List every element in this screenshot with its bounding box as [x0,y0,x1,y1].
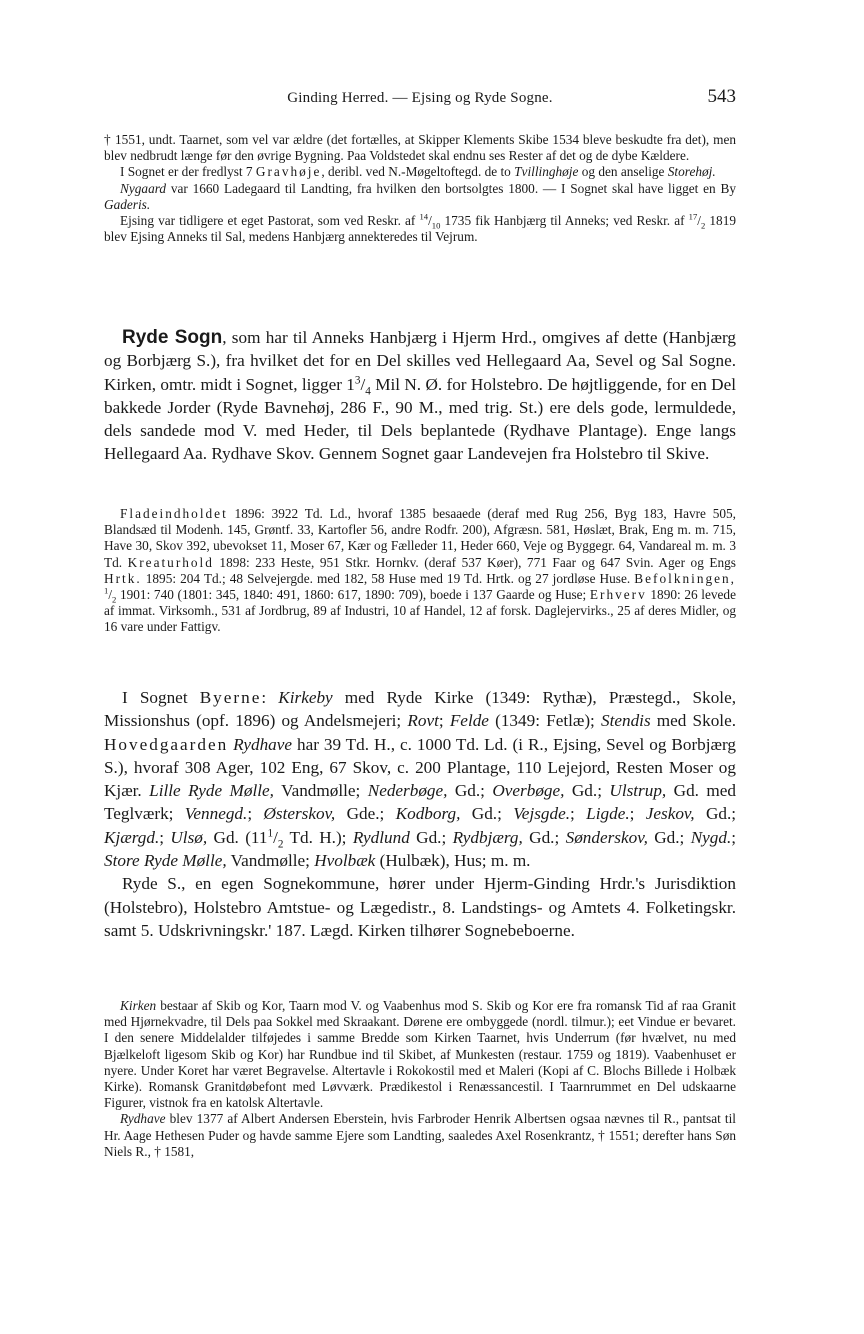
text: 1735 fik Hanbjærg til Anneks; ved Reskr. af [440,213,689,229]
text: , deribl. ved N.-Møgeltoftegd. de to [321,164,515,180]
text: 1895: 204 Td.; 48 Selvejergde. med 182, 58 Huse med 19 Td. Hrtk. og 27 jordløse Huse. [141,570,635,586]
place-name: Jeskov, [645,804,695,824]
text: ; [247,804,264,824]
page-header [104,86,736,114]
text: og den anselige [578,164,668,180]
text: Gde.; [335,804,396,824]
text: 1819 blev Ejsing Anneks til Sal, medens Hanbjærg annekteredes til Vejrum. [104,213,736,245]
place-name: Gaderis. [104,196,151,212]
spaced-term: Befolkningen, [634,570,736,586]
text: , som har til Anneks Hanbjærg i Hjerm Hrd., omgives af dette (Hanbjærg og Borbjærg S.), fra hvilket det for en Del skilles ved Hellegaard Aa, Sevel og Sal Sogne. Kirken, omtr. midt i Sognet, ligger 1 [104,328,736,394]
place-name: Nederbøge, [367,781,448,801]
section-heading: Ryde Sogn [122,327,223,348]
text: har 39 Td. H., c. 1000 Td. Ld. (i R., Ejsing, Sevel og Borbjærg S.), hvoraf 308 Ager, 102 Eng, 67 Skov, c. 200 Plantage, 110 Lejejord, Resten Moser og Kjær. [104,734,737,801]
paragraph-kirken [104,998,736,1111]
place-name: Sønderskov, [565,827,648,847]
text: Gd.; [522,827,566,847]
place-name: Lille Ryde Mølle, [149,781,274,801]
text: : [261,688,279,707]
place-name: Nygaard [120,180,167,196]
text: Ryde S., en egen Sognekommune, hører under Hjerm-Ginding Hrdr.'s Jurisdiktion (Holstebro), Holstebro Amtstue- og Lægedistr., 8. Landstings- og Amtets 4. Folketingskr. samt 5. Udskrivningskr.' 187. Lægd. Kirken tilhører Sognebeboerne. [104,874,736,940]
place-name: Overbøge, [492,781,565,801]
text: Gd.; [694,804,737,824]
text: med Skole. [650,711,737,731]
place-name: Ulstrup, [609,781,667,801]
place-name: Storehøj. [667,164,716,180]
spaced-term: Kreaturhold [127,554,214,570]
spaced-term: Fladeindholdet [120,506,228,521]
text: ; [629,804,646,824]
text: blev 1377 af Albert Andersen Eberstein, hvis Farbroder Henrik Albertsen ogsaa nævnes til R., pantsat til Hr. Aage Hethesen Puder og havde samme Ejere som Landting, saaledes Axel Rosenkrantz, † 1551; derefter hans Søn Niels R., † 1581, [104,1111,736,1159]
text: Mil N. Ø. for Holstebro. De højtliggende, for en Del bakkede Jorder (Ryde Bavnehøj, 286 F., 90 M., med trig. St.) ere dels gode, lermuldede, dels sandede mod V. med Heder, til Dels beplantede (Rydhave Plantage). Enge langs Hellegaard Aa. Rydhave Skov. Gennem Sognet gaar Landevejen fra Holstebro til Skive. [104,374,736,464]
paragraph-pastorat: Ejsing var tidligere et eget Pastorat, som ved Reskr. af $^{14}/_{10}$ 1735 fik Hanbjærg til Anneks; ved Reskr. af $^{17}/_2$ 1819 blev Ejsing Anneks til Sal, medens Hanbjærg annekteredes til Vejrum. [104,211,736,245]
place-name: Kirken [120,998,157,1013]
text: Vandmølle; [273,781,368,801]
text: Gd.; [564,781,610,801]
text: 1890: 26 levede af immat. Virksomh., 531 af Jordbrug, 89 af Industri, 10 af Handel, 12 af forsk. Daglejervirks., 25 af deres Midler, og 16 vare under Fattigv. [104,587,736,635]
paragraph-ryde-intro: Ryde Sogn, som har til Anneks Hanbjærg i Hjerm Hrd., omgives af dette (Hanbjærg og Borbjærg S.), fra hvilket det for en Del skilles ved Hellegaard Aa, Sevel og Sal Sogne. Kirken, omtr. midt i Sognet, ligger $1^3/_4$ Mil N. Ø. for Holstebro. De højtliggende, for en Del bakkede Jorder (Ryde Bavnehøj, 286 F., 90 M., med trig. St.) ere dels gode, lermuldede, dels sandede mod V. med Heder, til Dels beplantede (Rydhave Plantage). Enge langs Hellegaard Aa. Rydhave Skov. Gennem Sognet gaar Landevejen fra Holstebro til Skive. [104,327,736,464]
fraction-denominator: 4 [365,385,371,398]
place-name: Ligde. [586,804,630,824]
place-name: Kodborg, [395,804,461,824]
paragraph-kommune [104,872,736,942]
place-name: Rydbjærg, [452,827,523,847]
text: Vandmølle; [226,851,315,871]
paragraph-statistics: Fladeindholdet 1896: 3922 Td. Ld., hvoraf 1385 besaaede (deraf med Rug 256, Byg 183, Havre 505, Blandsæd til Modenh. 145, Grøntf. 33, Kartofler 56, andre Rodfr. 200), Afgræsn. 581, Høslæt, Brak, Eng m. m. 715, Have 30, Skov 392, ubevokset 11, Moser 67, Kær og Fælleder 11, Heder 660, Veje og Byggegr. 64, Vandareal m. m. 3 Td. Kreaturhold 1898: 233 Heste, 951 Stkr. Hornkv. (deraf 537 Køer), 771 Faar og 647 Svin. Ager og Engs Hrtk. 1895: 204 Td.; 48 Selvejergde. med 182, 58 Huse med 19 Td. Hrtk. og 27 jordløse Huse. Befolkningen, $^1/_2$ 1901: 740 (1801: 345, 1840: 491, 1860: 617, 1890: 709), boede i 137 Gaarde og Huse; Erhverv 1890: 26 levede af immat. Virksomh., 531 af Jordbrug, 89 af Industri, 10 af Handel, 12 af forsk. Daglejervirks., 25 af deres Midler, og 16 vare under Fattigv. [104,506,736,635]
place-name: Store Ryde Mølle, [104,851,227,871]
text: (Hulbæk), Hus; m. m. [375,851,531,871]
text: Gd. med Teglværk; [104,781,736,824]
ryde-places [104,686,736,942]
text: ; [159,827,171,847]
text: ; [570,804,587,824]
place-name: Stendis [601,711,651,731]
place-name: Hvolbæk [314,851,376,871]
text: Gd.; [447,781,493,801]
fraction-numerator: 17 [688,211,698,222]
ryde-intro [104,326,736,466]
place-name: Kirkeby [278,688,333,707]
fraction-numerator: 1 [267,827,274,840]
ryde-statistics [104,506,736,636]
fraction-numerator: 3 [354,373,361,386]
text: med Ryde Kirke (1349: Rythæ), Præstegd., Skole, Missionshus (opf. 1896) og Andelsmejeri; [104,688,737,731]
ejsing-notes [104,132,736,245]
text: I Sognet [122,688,200,707]
spaced-term: Erhverv [589,587,647,603]
paragraph-castle [104,132,736,164]
place-name: Rydhave [120,1111,166,1127]
paragraph-nygaard [104,181,736,213]
text: Gd.; [460,804,514,824]
ryde-church-notes [104,998,736,1160]
spaced-term: Gravhøje [255,164,322,180]
text: var 1660 Ladegaard til Landting, fra hvilken den bortsolgtes 1800. — I Sognet skal have ligget en By [166,180,736,196]
paragraph-rydhave [104,1111,736,1160]
text: 1896: 3922 Td. Ld., hvoraf 1385 besaaede (deraf med Rug 256, Byg 183, Havre 505, Blandsæd til Modenh. 145, Grøntf. 33, Kartofler 56, andre Rodfr. 200), Afgræsn. 581, Høslæt, Brak, Eng m. m. 715, Have 30, Skov 392, ubevokset 11, Moser 67, Kær og Fælleder 11, Heder 660, Veje og Byggegr. 64, Vandareal m. m. 3 Td. [104,506,736,570]
paragraph-gravhoje [104,164,736,180]
place-name: Nygd. [690,827,732,847]
place-name: Felde [449,711,489,731]
place-name: Østerskov, [263,804,336,824]
running-title: Ginding Herred. — Ejsing og Ryde Sogne. [287,90,553,106]
place-name: Rovt [407,711,439,731]
text: ; [731,827,737,847]
text: ; [438,711,450,731]
text: 1898: 233 Heste, 951 Stkr. Hornkv. (deraf 537 Køer), 771 Faar og 647 Svin. Ager og Engs [213,554,736,570]
text: I Sognet er der fredlyst 7 [120,164,256,180]
place-name: Kjærgd. [104,827,160,847]
fraction-denominator: 2 [277,838,284,851]
spaced-term: Hovedgaarden [104,734,229,754]
place-name: Rydlund [352,827,410,847]
text: (1349: Fetlæ); [488,711,601,731]
place-name: Vennegd. [184,804,248,824]
place-name: Vejsgde. [513,804,571,824]
fraction-denominator: 2 [700,220,706,231]
text: † 1551, undt. Taarnet, som vel var ældre (det fortælles, at Skipper Klements Skibe 1534 bleve beskudte fra det), men blev nedbrudt længe før den øvrige Bygning. Paa Voldstedet skal endnu ses Rester af det og de dybe Kældere. [104,132,736,164]
spaced-term: Hrtk. [104,570,142,586]
fraction-numerator: 14 [419,211,429,222]
fraction-numerator: 1 [104,585,109,596]
text: bestaar af Skib og Kor, Taarn mod V. og Vaabenhus mod S. Skib og Kor ere fra romansk Tid af raa Granit med Hjørnekvadre, til Dels paa Sokkel med Skraakant. Dørene ere ombyggede (nordl. tilmur.); eet Vindue er bevaret. I den senere Middelalder tilføjedes i samme Bredde som Kirken Taarnet, hvis Underrum (før hvælvet, nu med Bjælkeloft ligesom Skib og Kor) har Rundbue ind til Skibet, af Munkesten (restaur. 1759 og 1819). Vaabenhuset er nyere. Under Koret har været Begravelse. Altertavle i Rokokostil med et Maleri (Kopi af C. Blochs Billede i Holbæk Kirke). Romansk Granitdøbefont med Løvværk. Prædikestol i Renæssancestil. I Taarnrummet en Del udskaarne Figurer, vistnok fra en katolsk Altertavle. [104,998,736,1111]
text: Td. H.); [283,827,353,847]
spaced-term: Byerne [199,688,262,707]
place-name: Tvillinghøje [514,164,579,180]
page-number: 543 [707,86,736,107]
place-name: Ulsø, [170,827,208,847]
place-name: Rydhave [233,734,293,754]
fraction-denominator: 10 [431,220,441,231]
text: Gd.; [647,827,691,847]
fraction-denominator: 2 [112,594,117,605]
text: Gd. (11 [207,827,268,847]
text: Ejsing var tidligere et eget Pastorat, som ved Reskr. af [120,213,420,229]
paragraph-byerne: I Sognet Byerne: Kirkeby med Ryde Kirke (1349: Rythæ), Præstegd., Skole, Missionshus (opf. 1896) og Andelsmejeri; Rovt; Felde (1349: Fetlæ); Stendis med Skole. Hovedgaarden Rydhave har 39 Td. H., c. 1000 Td. Ld. (i R., Ejsing, Sevel og Borbjærg S.), hvoraf 308 Ager, 102 Eng, 67 Skov, c. 200 Plantage, 110 Lejejord, Resten Moser og Kjær. Lille Ryde Mølle, Vandmølle; Nederbøge, Gd.; Overbøge, Gd.; Ulstrup, Gd. med Teglværk; Vennegd.; Østerskov, Gde.; Kodborg, Gd.; Vejsgde.; Ligde.; Jeskov, Gd.; Kjærgd.; Ulsø, Gd. ($11^1/_2$ Td. H.); Rydlund Gd.; Rydbjærg, Gd.; Sønderskov, Gd.; Nygd.; Store Ryde Mølle, Vandmølle; Hvolbæk (Hulbæk), Hus; m. m. [104,688,737,871]
text: Gd.; [409,827,453,847]
text: 1901: 740 (1801: 345, 1840: 491, 1860: 617, 1890: 709), boede i 137 Gaarde og Huse; [116,587,590,603]
